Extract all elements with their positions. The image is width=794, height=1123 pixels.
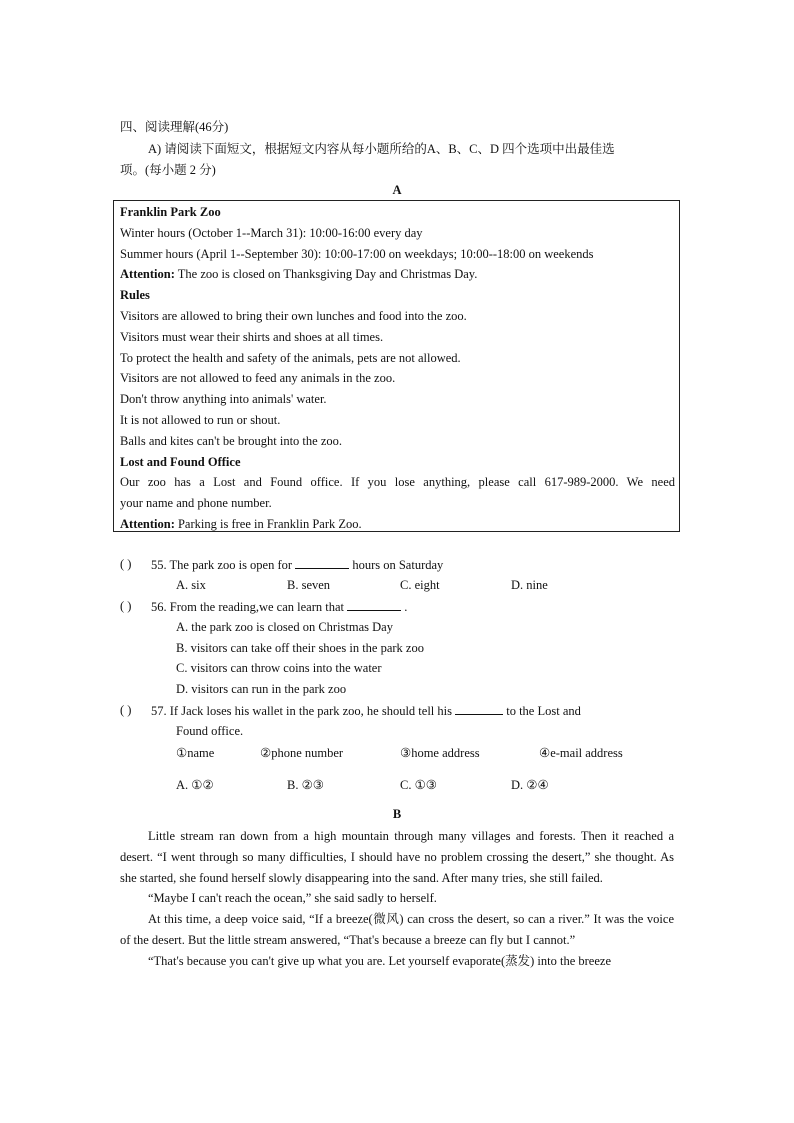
rule-item: It is not allowed to run or shout. — [120, 413, 281, 427]
rule-item: Visitors are not allowed to feed any animals in the zoo. — [120, 371, 396, 385]
answer-blank[interactable] — [295, 557, 349, 569]
attention-closed — [120, 266, 477, 282]
option-d[interactable]: D. visitors can run in the park zoo — [176, 682, 347, 696]
question-text: 56. From the reading,we can learn that — [151, 600, 344, 614]
lost-found-line-2: your name and phone number. — [120, 496, 272, 510]
question-text: 55. The park zoo is open for — [151, 558, 293, 572]
question-text-after: . — [404, 600, 408, 614]
question-text-after: to the Lost and — [506, 704, 581, 718]
option-c[interactable]: C. ①③ — [400, 778, 437, 792]
passage-a-label: A — [392, 183, 402, 197]
item-email-address: ④e-mail address — [539, 746, 623, 760]
question-text-after: hours on Saturday — [352, 558, 444, 572]
item-phone-number: ②phone number — [260, 746, 344, 760]
rule-item: Visitors are allowed to bring their own lunches and food into the zoo. — [120, 309, 467, 323]
item-name: ①name — [176, 746, 215, 760]
attention-text: The zoo is closed on Thanksgiving Day and Christmas Day. — [174, 267, 478, 281]
instruction-line-1: A) 请阅读下面短文，根据短文内容从每小题所给的A、B、C、D 四个选项中出最佳选 — [148, 142, 615, 156]
option-b[interactable]: B. seven — [287, 578, 331, 592]
option-d[interactable]: D. ②④ — [511, 778, 549, 792]
lost-found-line-1: Our zoo has a Lost and Found office. If you lose anything, please call 617-989-2000. We need — [120, 475, 675, 489]
paragraph: “Maybe I can't reach the ocean,” she said sadly to herself. — [148, 891, 437, 906]
answer-blank[interactable] — [347, 599, 401, 611]
rule-item: To protect the health and safety of the animals, pets are not allowed. — [120, 351, 461, 365]
attention-text: Parking is free in Franklin Park Zoo. — [174, 517, 362, 531]
question-stem — [151, 703, 581, 719]
rules-title: Rules — [120, 288, 150, 302]
option-b[interactable]: B. ②③ — [287, 778, 324, 792]
option-d[interactable]: D. nine — [511, 578, 548, 592]
winter-hours: Winter hours (October 1--March 31): 10:00-16:00 every day — [120, 226, 423, 240]
option-a[interactable]: A. the park zoo is closed on Christmas Day — [176, 620, 393, 634]
option-c[interactable]: C. eight — [400, 578, 440, 592]
question-text: 57. If Jack loses his wallet in the park zoo, he should tell his — [151, 704, 452, 718]
lost-found-title: Lost and Found Office — [120, 455, 241, 469]
rule-item: Don't throw anything into animals' water. — [120, 392, 327, 406]
attention-parking — [120, 516, 362, 532]
question-stem — [151, 599, 407, 615]
zoo-info-box — [113, 200, 680, 532]
paragraph: “That's because you can't give up what you are. Let yourself evaporate(蒸发) into the breeze — [148, 953, 611, 968]
answer-bracket[interactable]: ( ) — [120, 703, 132, 717]
answer-blank[interactable] — [455, 703, 503, 715]
rule-item: Balls and kites can't be brought into the zoo. — [120, 434, 342, 448]
passage-b-label: B — [392, 807, 402, 821]
instruction-line-2: 项。(每小题 2 分) — [120, 163, 216, 177]
section-heading: 四、阅读理解(46分) — [120, 120, 229, 134]
attention-label: Attention: — [120, 267, 175, 281]
option-c[interactable]: C. visitors can throw coins into the water — [176, 661, 382, 675]
paragraph: Little stream ran down from a high mountain through many villages and forests. Then it reached a desert. “I went through so many difficulties, I should have no problem crossing the desert,” she thought. As she started, she found herself slowly disappearing into the sand. After many tries, she still failed. — [120, 829, 674, 885]
summer-hours: Summer hours (April 1--September 30): 10:00-17:00 on weekdays; 10:00--18:00 on weekends — [120, 247, 594, 261]
item-home-address: ③home address — [400, 746, 480, 760]
question-stem — [151, 557, 443, 573]
option-a[interactable]: A. six — [176, 578, 206, 592]
zoo-title: Franklin Park Zoo — [120, 205, 221, 219]
paragraph: At this time, a deep voice said, “If a breeze(微风) can cross the desert, so can a river.” It was the voice of the desert. But the little stream answered, “That's because a breeze can fly but I cannot.” — [120, 912, 674, 947]
rule-item: Visitors must wear their shirts and shoes at all times. — [120, 330, 384, 344]
attention-label: Attention: — [120, 517, 175, 531]
answer-bracket[interactable]: ( ) — [120, 599, 132, 613]
answer-bracket[interactable]: ( ) — [120, 557, 132, 571]
question-continuation: Found office. — [176, 724, 244, 738]
option-b[interactable]: B. visitors can take off their shoes in the park zoo — [176, 641, 424, 655]
passage-b — [120, 826, 674, 972]
option-a[interactable]: A. ①② — [176, 778, 214, 792]
